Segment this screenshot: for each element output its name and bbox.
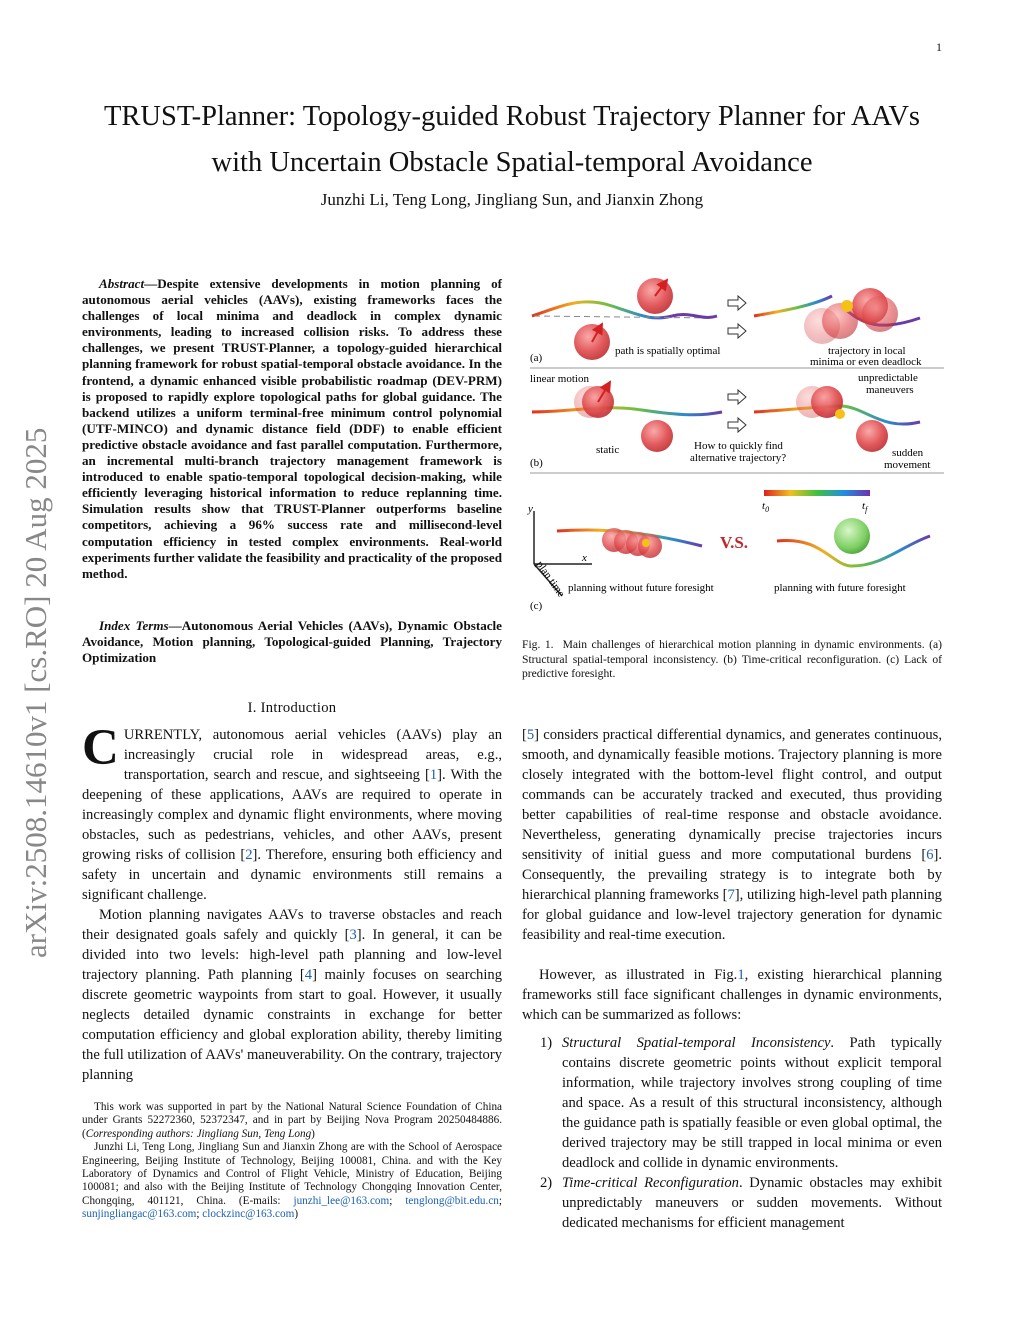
panel-b-movement: movement [884, 459, 931, 471]
arxiv-stamp [0, 0, 72, 1325]
list-number: 2) [540, 1175, 553, 1191]
abstract-label: Abstract [99, 276, 145, 291]
list-lead: Structural Spatial-temporal Inconsistency [562, 1035, 831, 1051]
figure-caption [522, 638, 942, 682]
panel-b-question-2: alternative trajectory? [690, 452, 787, 464]
index-terms-text: —Autonomous Aerial Vehicles (AAVs), Dynamic Obstacle Avoidance, Motion planning, Topological-guided Planning, Trajectory Optimization [82, 618, 502, 666]
panel-b-question: How to quickly find [694, 440, 783, 452]
citation-link[interactable]: 3 [349, 927, 357, 943]
axis-time-label: plan time [533, 558, 568, 600]
citation-link[interactable]: 4 [304, 967, 313, 983]
citation-link[interactable]: 6 [926, 847, 934, 863]
body-text: ] considers practical differential dynamics, and generates continuous, smooth, and dynamically feasible motions. Trajectory planning is more closely integrated with the bottom-level flight control, and output commands can be accurately tracked and executed, thus providing better capabilities of real-time response and obstacle avoidance. Nevertheless, generating dynamically precise trajectories incurs sensitivity of initial guess and more computational burdens [ [522, 727, 942, 863]
panel-b-static: static [596, 444, 620, 456]
citation-link[interactable]: 5 [526, 727, 535, 743]
list-text: . Dynamic obstacles may exhibit unpredictably maneuvers or sudden movements. Without dedicated mechanisms for efficient management [562, 1175, 942, 1231]
figure-1 [522, 266, 952, 626]
section-heading: I. Introduction [247, 700, 337, 716]
vs-label: V.S. [720, 533, 749, 552]
panel-b [530, 372, 930, 471]
panel-b-unpredictable: unpredictable [858, 372, 918, 384]
body-text: However, as illustrated in Fig. [539, 967, 738, 983]
arxiv-stamp-text: arXiv:2508.14610v1 [cs.RO] 20 Aug 2025 [18, 427, 53, 958]
panel-a-deadlock: minima or even deadlock [810, 356, 922, 368]
list-lead: Time-critical Reconfiguration [562, 1175, 739, 1191]
body-text: , existing hierarchical planning frameworks still face significant challenges in dynamic environments, which can be summarized as follows: [522, 967, 942, 1023]
abstract-text: —Despite extensive developments in motion planning of autonomous aerial vehicles (AAVs), existing frameworks faces the challenges of local minima and deadlock in complex dynamic environments, leading to increased collision risks. To address these challenges, we present TRUST-Planner, a topology-guided hierarchical planning framework for robust spatial-temporal obstacle avoidance. In the frontend, a dynamic enhanced visible probabilistic roadmap (DEV-PRM) is proposed to rapidly explore topological paths for global guidance. The backend utilizes a uniform terminal-free minimum control polynomial (UTF-MINCO) and dynamic distance field (DDF) to enable efficient predictive obstacle avoidance and fast parallel computation. Furthermore, an incremental multi-branch trajectory management framework is introduced to enable spatio-temporal topological decision-making, while efficiently leveraging historical information to reduce replanning time. Simulation results show that TRUST-Planner outperforms baseline competitors, achieving a 96% success rate and millisecond-level computation efficiency in tested complex environments. Real-world experiments further validate the feasibility and practicality of the proposed method. [82, 276, 502, 581]
intro-text: ]. In general, it can be divided into two levels: high-level path planning and low-level trajectory planning. Path planning [ [82, 927, 502, 983]
list-number: 1) [540, 1035, 553, 1051]
time-end-label: $t_f$ [862, 500, 868, 514]
body-text: ]. Consequently, the prevailing strategy is to integrate both by hierarchical planning frameworks [ [522, 847, 942, 903]
list-text: . Path typically contains discrete geometric points without explicit temporal information, while trajectory involves strong coupling of time and space. As a result of this structural inconsistency, although the guidance path is spatially feasible or even global optimal, the derived trajectory may be still trapped in local minima or even deadlock and collide in dynamic environments. [562, 1035, 942, 1171]
panel-c [527, 490, 930, 612]
time-colorbar [764, 490, 870, 496]
drop-cap: C [82, 720, 119, 776]
citation-link[interactable]: 7 [727, 887, 735, 903]
intro-paragraph-2 [82, 905, 502, 1085]
panel-b-maneuvers: maneuvers [866, 384, 914, 396]
footnote-text: This work was supported in part by the National Natural Science Foundation of China under Grants 52272360, 52372347, and in part by Beijing Nova Program 20250484886. ( [82, 1101, 502, 1140]
panel-c-without: planning without future foresight [568, 582, 714, 594]
intro-text: ]. Therefore, ensuring both efficiency and safety in uncertain and dynamic environments still remains a significant challenge. [82, 847, 502, 903]
panel-c-label: (c) [530, 600, 543, 612]
author-list: Junzhi Li, Teng Long, Jingliang Sun, and Jianxin Zhong [320, 190, 704, 209]
figure-link[interactable]: 1 [737, 967, 745, 983]
body-text: ], utilizing high-level path planning for global guidance and low-level trajectory generation for dynamic feasibility and real-time execution. [522, 887, 942, 943]
intro-text: ] mainly focuses on searching discrete geometric waypoints from start to goal. However, it usually neglects detailed dynamic constraints in exchange for better computation efficiency and global exploration ability, thereby limiting the full utilization of AAVs' maneuverability. On the contrary, trajectory planning [82, 967, 502, 1083]
email-link[interactable]: clockzinc@163.com [202, 1208, 295, 1221]
footnote: This work was supported in part by the National Natural Science Foundation of China under Grants 52272360, 52372347, and in part by Beijing Nova Program 20250484886. (Corresponding authors: Jingliang Sun, Teng Long) Junzhi Li, Teng Long, Jingliang Sun and Jianxin Zhong are with the School of Aerospace Engineering, Beijing Institute of Technology, Beijing 100081, China. and with the Key Laboratory of Dynamics and Control of Flight Vehicle, Ministry of Education, Beijing 100081; and also with the Beijing Institute of Technology Chongqing Innovation Center, Chongqing, 401121, China. (E-mails: junzhi_lee@163.com; tenglong@bit.edu.cn; sunjingliangac@163.com; clockzinc@163.com) [82, 1101, 502, 1221]
footnote-text: Junzhi Li, Teng Long, Jingliang Sun and Jianxin Zhong are with the School of Aerospace Engineering, Beijing Institute of Technology, Beijing 100081, China. and with the Key Laboratory of Dynamics and Control of Flight Vehicle, Ministry of Education, Beijing 100081; and also with the Beijing Institute of Technology Chongqing Innovation Center, Chongqing, 401121, China. (E-mails: [82, 1141, 502, 1207]
challenge-list [522, 1033, 942, 1233]
panel-c-with: planning with future foresight [774, 582, 906, 594]
intro-text: ]. With the deepening of these applications, AAVs are required to operate in increasingly complex and dynamic flight environments, where moving obstacles, such as pedestrians, vehicles, and other AAVs, present growing risks of collision [ [82, 767, 502, 863]
citation-link[interactable]: 2 [245, 847, 253, 863]
axis-x-label: x [582, 552, 587, 564]
intro-text: Motion planning navigates AAVs to traverse obstacles and reach their designated goals safely and quickly [ [82, 907, 502, 943]
panel-b-label: (b) [530, 457, 543, 469]
abstract [82, 276, 502, 582]
panel-a-label: (a) [530, 352, 543, 364]
footnote-text: ) [311, 1127, 315, 1140]
panel-a [530, 278, 922, 368]
axis-y-label: y [528, 503, 533, 515]
time-start-label: $t_0$ [762, 500, 770, 514]
email-link[interactable]: sunjingliangac@163.com [82, 1208, 197, 1221]
intro-paragraph-1 [82, 720, 502, 905]
list-item [522, 1173, 942, 1233]
panel-b-sudden: sudden [892, 447, 924, 459]
email-link[interactable]: junzhi_lee@163.com [293, 1194, 390, 1207]
index-terms-label: Index Terms [99, 618, 169, 633]
caption-label: Fig. 1. [522, 638, 554, 651]
panel-b-linear: linear motion [530, 373, 589, 385]
index-terms [82, 618, 502, 666]
panel-a-local-minima: trajectory in local [828, 345, 906, 357]
footnote-text: ) [294, 1208, 299, 1221]
list-item [522, 1033, 942, 1173]
paper-title: TRUST-Planner: Topology-guided Robust Trajectory Planner for AAVs with Uncertain Obstacle Spatial-temporal Avoidance [103, 101, 921, 178]
email-link[interactable]: tenglong@bit.edu.cn [405, 1194, 499, 1207]
footnote-corresponding: Corresponding authors: Jingliang Sun, Teng Long [85, 1127, 312, 1140]
intro-text: URRENTLY, autonomous aerial vehicles (AAVs) play an increasingly crucial role in widespread areas, e.g., transportation, search and rescue, and sightseeing [ [123, 727, 502, 783]
page-number: 1 [936, 40, 942, 54]
panel-a-text: path is spatially optimal [615, 345, 721, 357]
citation-link[interactable]: 1 [429, 767, 438, 783]
caption-text: Main challenges of hierarchical motion planning in dynamic environments. (a) Structural spatial-temporal inconsistency. (b) Time-critical reconfiguration. (c) Lack of predictive foresight. [522, 638, 943, 680]
right-paragraph-1: [5] considers practical differential dynamics, and generates continuous, smooth, and dynamically feasible motions. Trajectory planning is more closely integrated with the bottom-level flight control, and output commands can be accurately tracked and executed, thus providing better capabilities of real-time response and obstacle avoidance. Nevertheless, generating dynamically precise trajectories incurs sensitivity of initial guess and more computational burdens [6]. Consequently, the prevailing strategy is to integrate both by hierarchical planning frameworks [7], utilizing high-level path planning for global guidance and low-level trajectory generation for dynamic feasibility and real-time execution. [522, 727, 942, 943]
right-paragraph-2 [522, 965, 942, 1025]
